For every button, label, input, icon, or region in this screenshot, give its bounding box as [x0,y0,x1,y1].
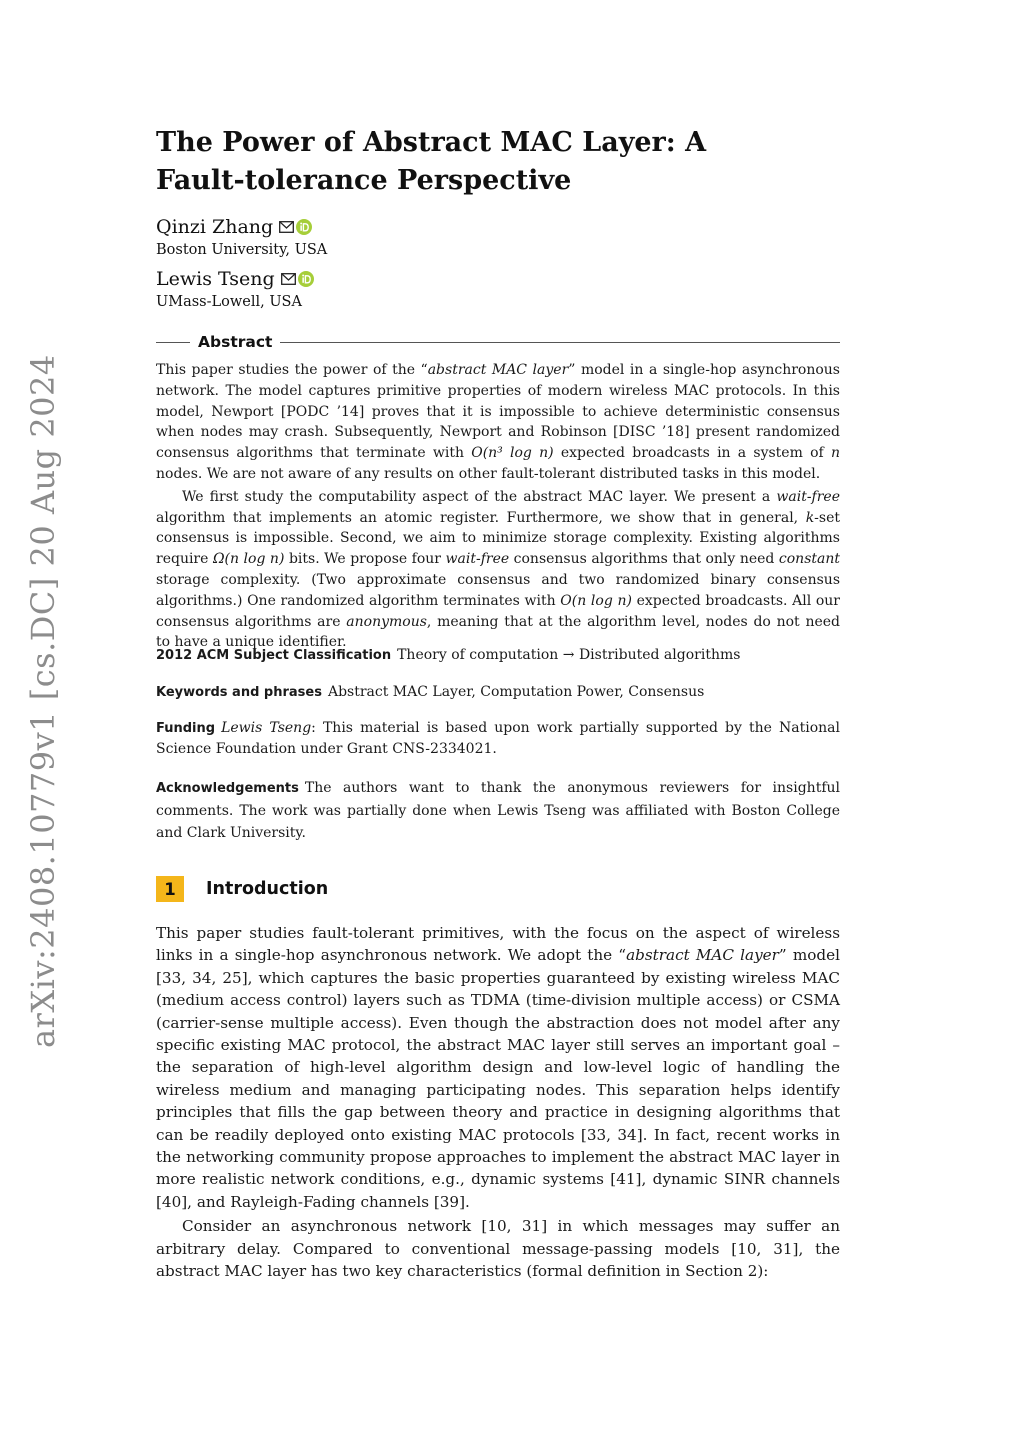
abstract-label: Abstract [198,333,273,351]
funding [156,718,840,760]
section-title: Introduction [206,879,329,899]
acknowledgements-label: Acknowledgements [156,781,299,796]
orcid-icon[interactable] [298,271,314,287]
funding-label: Funding [156,721,216,736]
funding-name: Lewis Tseng [221,720,312,736]
acm-text: Theory of computation → Distributed algorithms [397,647,741,663]
paper-title [156,124,856,200]
author-2 [156,266,314,310]
abstract-heading [156,331,840,353]
title-line-1: The Power of Abstract MAC Layer: A [156,127,707,158]
author-name: Lewis Tseng [156,268,275,290]
title-line-2: Fault-tolerance Perspective [156,165,572,196]
envelope-icon[interactable] [279,221,294,233]
author-affiliation: UMass-Lowell, USA [156,294,302,310]
author-affiliation: Boston University, USA [156,242,328,258]
acknowledgements-text: The authors want to thank the anonymous reviewers for insightful comments. The work was partially done when Lewis Tseng was affiliated with Boston College and Clark University. [156,780,840,841]
keywords-text: Abstract MAC Layer, Computation Power, Consensus [327,684,705,700]
orcid-icon[interactable] [296,219,312,235]
section-body [156,922,840,1283]
arxiv-stamp: arXiv:2408.10779v1 [cs.DC] 20 Aug 2024 [24,354,62,1048]
funding-text: : This material is based upon work partially supported by the National Science Foundation under Grant CNS-2334021. [156,720,840,757]
keywords [156,682,840,703]
author-1 [156,214,327,258]
envelope-icon[interactable] [281,273,296,285]
divider [280,342,840,343]
section-number: 1 [156,876,184,902]
body-paragraph: Consider an asynchronous network [10, 31] in which messages may suffer an arbitrary delay. Compared to conventional message-passing models [10, 31], the abstract MAC layer has two key characteristics (formal definition in Section 2): [156,1217,840,1281]
abstract-body [156,360,840,653]
author-name: Qinzi Zhang [156,216,274,238]
abstract-paragraph: This paper studies the power of the “abstract MAC layer” model in a single-hop asynchronous network. The model captures primitive properties of modern wireless MAC protocols. In this model, Newport [PODC ’14] proves that it is impossible to achieve deterministic consensus when nodes may crash. Subsequently, Newport and Robinson [DISC ’18] present randomized consensus algorithms that terminate with O(n³ log n) expected broadcasts in a system of n nodes. We are not aware of any results on other fault-tolerant distributed tasks in this model. [156,362,840,482]
body-paragraph: This paper studies fault-tolerant primitives, with the focus on the aspect of wireless links in a single-hop asynchronous network. We adopt the “abstract MAC layer” model [33, 34, 25], which captures the basic properties guaranteed by existing wireless MAC (medium access control) layers such as TDMA (time-division multiple access) or CSMA (carrier-sense multiple access). Even though the abstraction does not model after any specific existing MAC protocol, the abstract MAC layer still serves an important goal – the separation of high-level algorithm design and low-level logic of handling the wireless medium and managing participating nodes. This separation helps identify principles that fills the gap between theory and practice in designing algorithms that can be readily deployed onto existing MAC protocols [33, 34]. In fact, recent works in the networking community propose approaches to implement the abstract MAC layer in more realistic network conditions, e.g., dynamic systems [41], dynamic SINR channels [40], and Rayleigh-Fading channels [39]. [156,924,840,1211]
acknowledgements [156,777,840,844]
abstract-paragraph: We first study the computability aspect of the abstract MAC layer. We present a wait-free algorithm that implements an atomic register. Furthermore, we show that in general, k-set consensus is impossible. Second, we aim to minimize storage complexity. Existing algorithms require Ω(n log n) bits. We propose four wait-free consensus algorithms that only need constant storage complexity. (Two approximate consensus and two randomized binary consensus algorithms.) One randomized algorithm terminates with O(n log n) expected broadcasts. All our consensus algorithms are anonymous, meaning that at the algorithm level, nodes do not need to have a unique identifier. [156,488,841,651]
divider [156,342,190,343]
section-heading [156,876,328,902]
acm-classification [156,645,840,666]
acm-label: 2012 ACM Subject Classification [156,648,392,663]
keywords-label: Keywords and phrases [156,685,322,700]
